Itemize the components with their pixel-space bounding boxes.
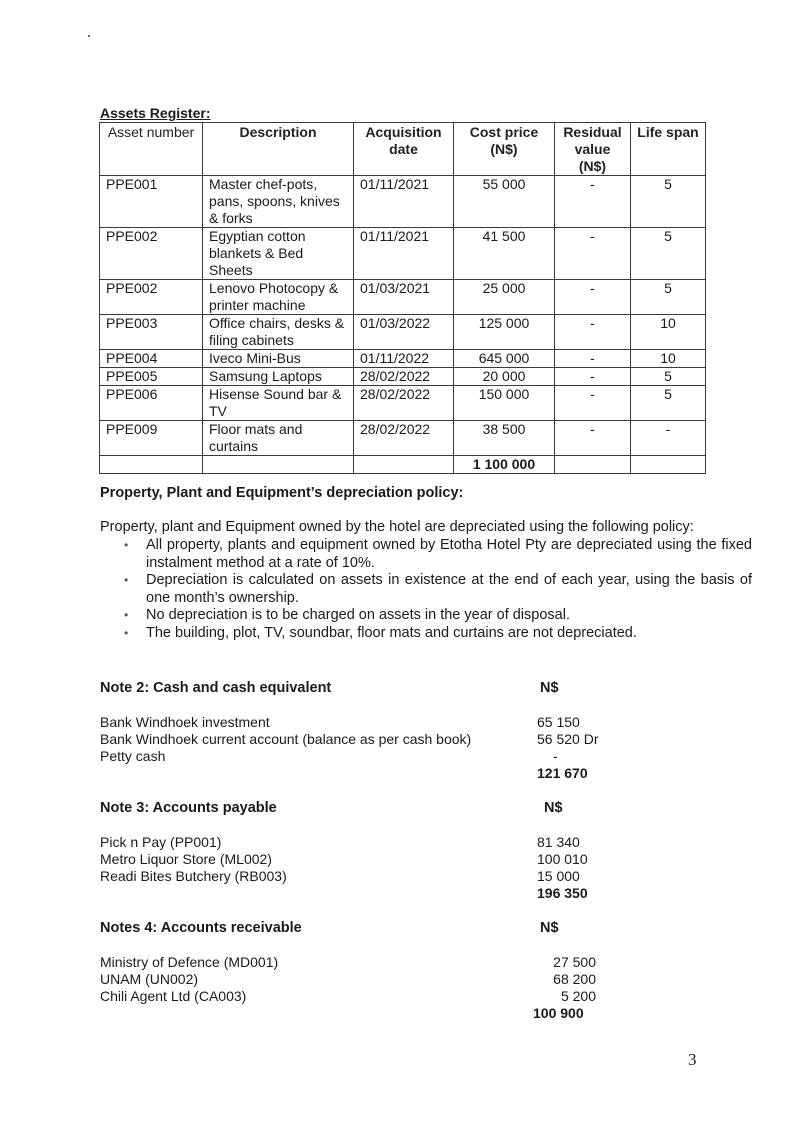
residual-value: - xyxy=(555,350,631,368)
residual-value: - xyxy=(555,228,631,280)
note-line-amount: 68 200 xyxy=(553,971,596,987)
asset-description: Lenovo Photocopy & printer machine xyxy=(203,280,354,315)
note-3-currency: N$ xyxy=(544,800,563,816)
residual-value: - xyxy=(555,421,631,456)
note-line-amount: 56 520 Dr xyxy=(537,731,599,747)
note-line-label: Pick n Pay (PP001) xyxy=(100,834,222,850)
note-3-title: Note 3: Accounts payable xyxy=(100,800,277,816)
cost-price: 20 000 xyxy=(454,368,555,386)
life-span: 5 xyxy=(631,280,706,315)
assets-register-table xyxy=(99,122,706,474)
cost-price: 125 000 xyxy=(454,315,555,350)
header-description: Description xyxy=(203,123,354,176)
asset-number: PPE001 xyxy=(100,176,203,228)
cost-price: 38 500 xyxy=(454,421,555,456)
scan-speck xyxy=(88,35,90,37)
acquisition-date: 01/03/2021 xyxy=(354,280,454,315)
header-asset-number: Asset number xyxy=(100,123,203,176)
note-line-label: Ministry of Defence (MD001) xyxy=(100,954,279,970)
cost-price: 150 000 xyxy=(454,386,555,421)
note-4-currency: N$ xyxy=(540,920,559,936)
cost-price: 55 000 xyxy=(454,176,555,228)
note-line-label: Petty cash xyxy=(100,748,166,764)
policy-bullet: • Depreciation is calculated on assets in existence at the end of each year, using the basis of one month’s ownership. xyxy=(146,572,752,607)
table-row xyxy=(100,228,706,280)
asset-description: Office chairs, desks & filing cabinets xyxy=(203,315,354,350)
note-line-amount: 15 000 xyxy=(537,868,580,884)
acquisition-date: 01/03/2022 xyxy=(354,315,454,350)
acquisition-date: 01/11/2022 xyxy=(354,350,454,368)
life-span: 10 xyxy=(631,315,706,350)
residual-value: - xyxy=(555,176,631,228)
asset-number: PPE005 xyxy=(100,368,203,386)
life-span: 5 xyxy=(631,386,706,421)
note-4-total: 100 900 xyxy=(533,1005,584,1021)
empty-cell xyxy=(354,456,454,474)
empty-cell xyxy=(631,456,706,474)
header-cost-price: Cost price (N$) xyxy=(454,123,555,176)
cost-price: 41 500 xyxy=(454,228,555,280)
acquisition-date: 28/02/2022 xyxy=(354,421,454,456)
residual-value: - xyxy=(555,280,631,315)
cost-price: 25 000 xyxy=(454,280,555,315)
note-2-title: Note 2: Cash and cash equivalent xyxy=(100,680,332,696)
policy-bullet: • No depreciation is to be charged on assets in the year of disposal. xyxy=(146,607,752,625)
note-line-amount: 5 200 xyxy=(560,988,596,1004)
asset-description: Master chef-pots, pans, spoons, knives & forks xyxy=(203,176,354,228)
note-2-total: 121 670 xyxy=(537,765,588,781)
table-header-row xyxy=(100,123,706,176)
empty-cell xyxy=(555,456,631,474)
table-total-row xyxy=(100,456,706,474)
life-span: - xyxy=(631,421,706,456)
note-line-label: Bank Windhoek investment xyxy=(100,714,270,730)
table-row xyxy=(100,280,706,315)
residual-value: - xyxy=(555,315,631,350)
residual-value: - xyxy=(555,386,631,421)
life-span: 5 xyxy=(631,368,706,386)
note-line-amount: 27 500 xyxy=(553,954,596,970)
life-span: 5 xyxy=(631,228,706,280)
table-row xyxy=(100,386,706,421)
total-cost-price: 1 100 000 xyxy=(454,456,555,474)
note-line-label: Chili Agent Ltd (CA003) xyxy=(100,988,247,1004)
table-row xyxy=(100,315,706,350)
page-number: 3 xyxy=(688,1050,697,1069)
asset-number: PPE002 xyxy=(100,280,203,315)
note-line-label: Metro Liquor Store (ML002) xyxy=(100,851,272,867)
note-2-currency: N$ xyxy=(540,680,559,696)
asset-description: Samsung Laptops xyxy=(203,368,354,386)
policy-title: Property, Plant and Equipment’s depreciation policy: xyxy=(100,485,464,501)
asset-description: Hisense Sound bar & TV xyxy=(203,386,354,421)
cost-price: 645 000 xyxy=(454,350,555,368)
header-life-span: Life span xyxy=(631,123,706,176)
note-4-title: Notes 4: Accounts receivable xyxy=(100,920,302,936)
asset-number: PPE006 xyxy=(100,386,203,421)
acquisition-date: 28/02/2022 xyxy=(354,386,454,421)
note-line-amount: 65 150 xyxy=(537,714,580,730)
assets-register-title: Assets Register: xyxy=(100,105,211,121)
acquisition-date: 01/11/2021 xyxy=(354,228,454,280)
note-3-total: 196 350 xyxy=(537,885,588,901)
note-line-amount: 100 010 xyxy=(537,851,588,867)
acquisition-date: 01/11/2021 xyxy=(354,176,454,228)
note-line-label: UNAM (UN002) xyxy=(100,971,199,987)
asset-number: PPE002 xyxy=(100,228,203,280)
asset-description: Iveco Mini-Bus xyxy=(203,350,354,368)
table-row xyxy=(100,368,706,386)
asset-description: Egyptian cotton blankets & Bed Sheets xyxy=(203,228,354,280)
asset-number: PPE003 xyxy=(100,315,203,350)
policy-bullet: • The building, plot, TV, soundbar, floor mats and curtains are not depreciated. xyxy=(146,625,752,643)
note-line-label: Bank Windhoek current account (balance as per cash book) xyxy=(100,731,472,747)
asset-description: Floor mats and curtains xyxy=(203,421,354,456)
asset-number: PPE009 xyxy=(100,421,203,456)
header-acquisition-date: Acquisition date xyxy=(354,123,454,176)
header-residual-value: Residual value (N$) xyxy=(555,123,631,176)
life-span: 10 xyxy=(631,350,706,368)
table-row xyxy=(100,350,706,368)
empty-cell xyxy=(100,456,203,474)
asset-number: PPE004 xyxy=(100,350,203,368)
residual-value: - xyxy=(555,368,631,386)
note-line-amount: 81 340 xyxy=(537,834,580,850)
policy-intro: Property, plant and Equipment owned by the hotel are depreciated using the following policy: xyxy=(100,519,694,535)
note-line-label: Readi Bites Butchery (RB003) xyxy=(100,868,287,884)
table-row xyxy=(100,421,706,456)
table-row xyxy=(100,176,706,228)
note-line-amount: - xyxy=(553,748,558,764)
empty-cell xyxy=(203,456,354,474)
policy-bullet-list xyxy=(100,537,752,642)
policy-bullet: • All property, plants and equipment owned by Etotha Hotel Pty are depreciated using the fixed instalment method at a rate of 10%. xyxy=(146,537,752,572)
acquisition-date: 28/02/2022 xyxy=(354,368,454,386)
life-span: 5 xyxy=(631,176,706,228)
